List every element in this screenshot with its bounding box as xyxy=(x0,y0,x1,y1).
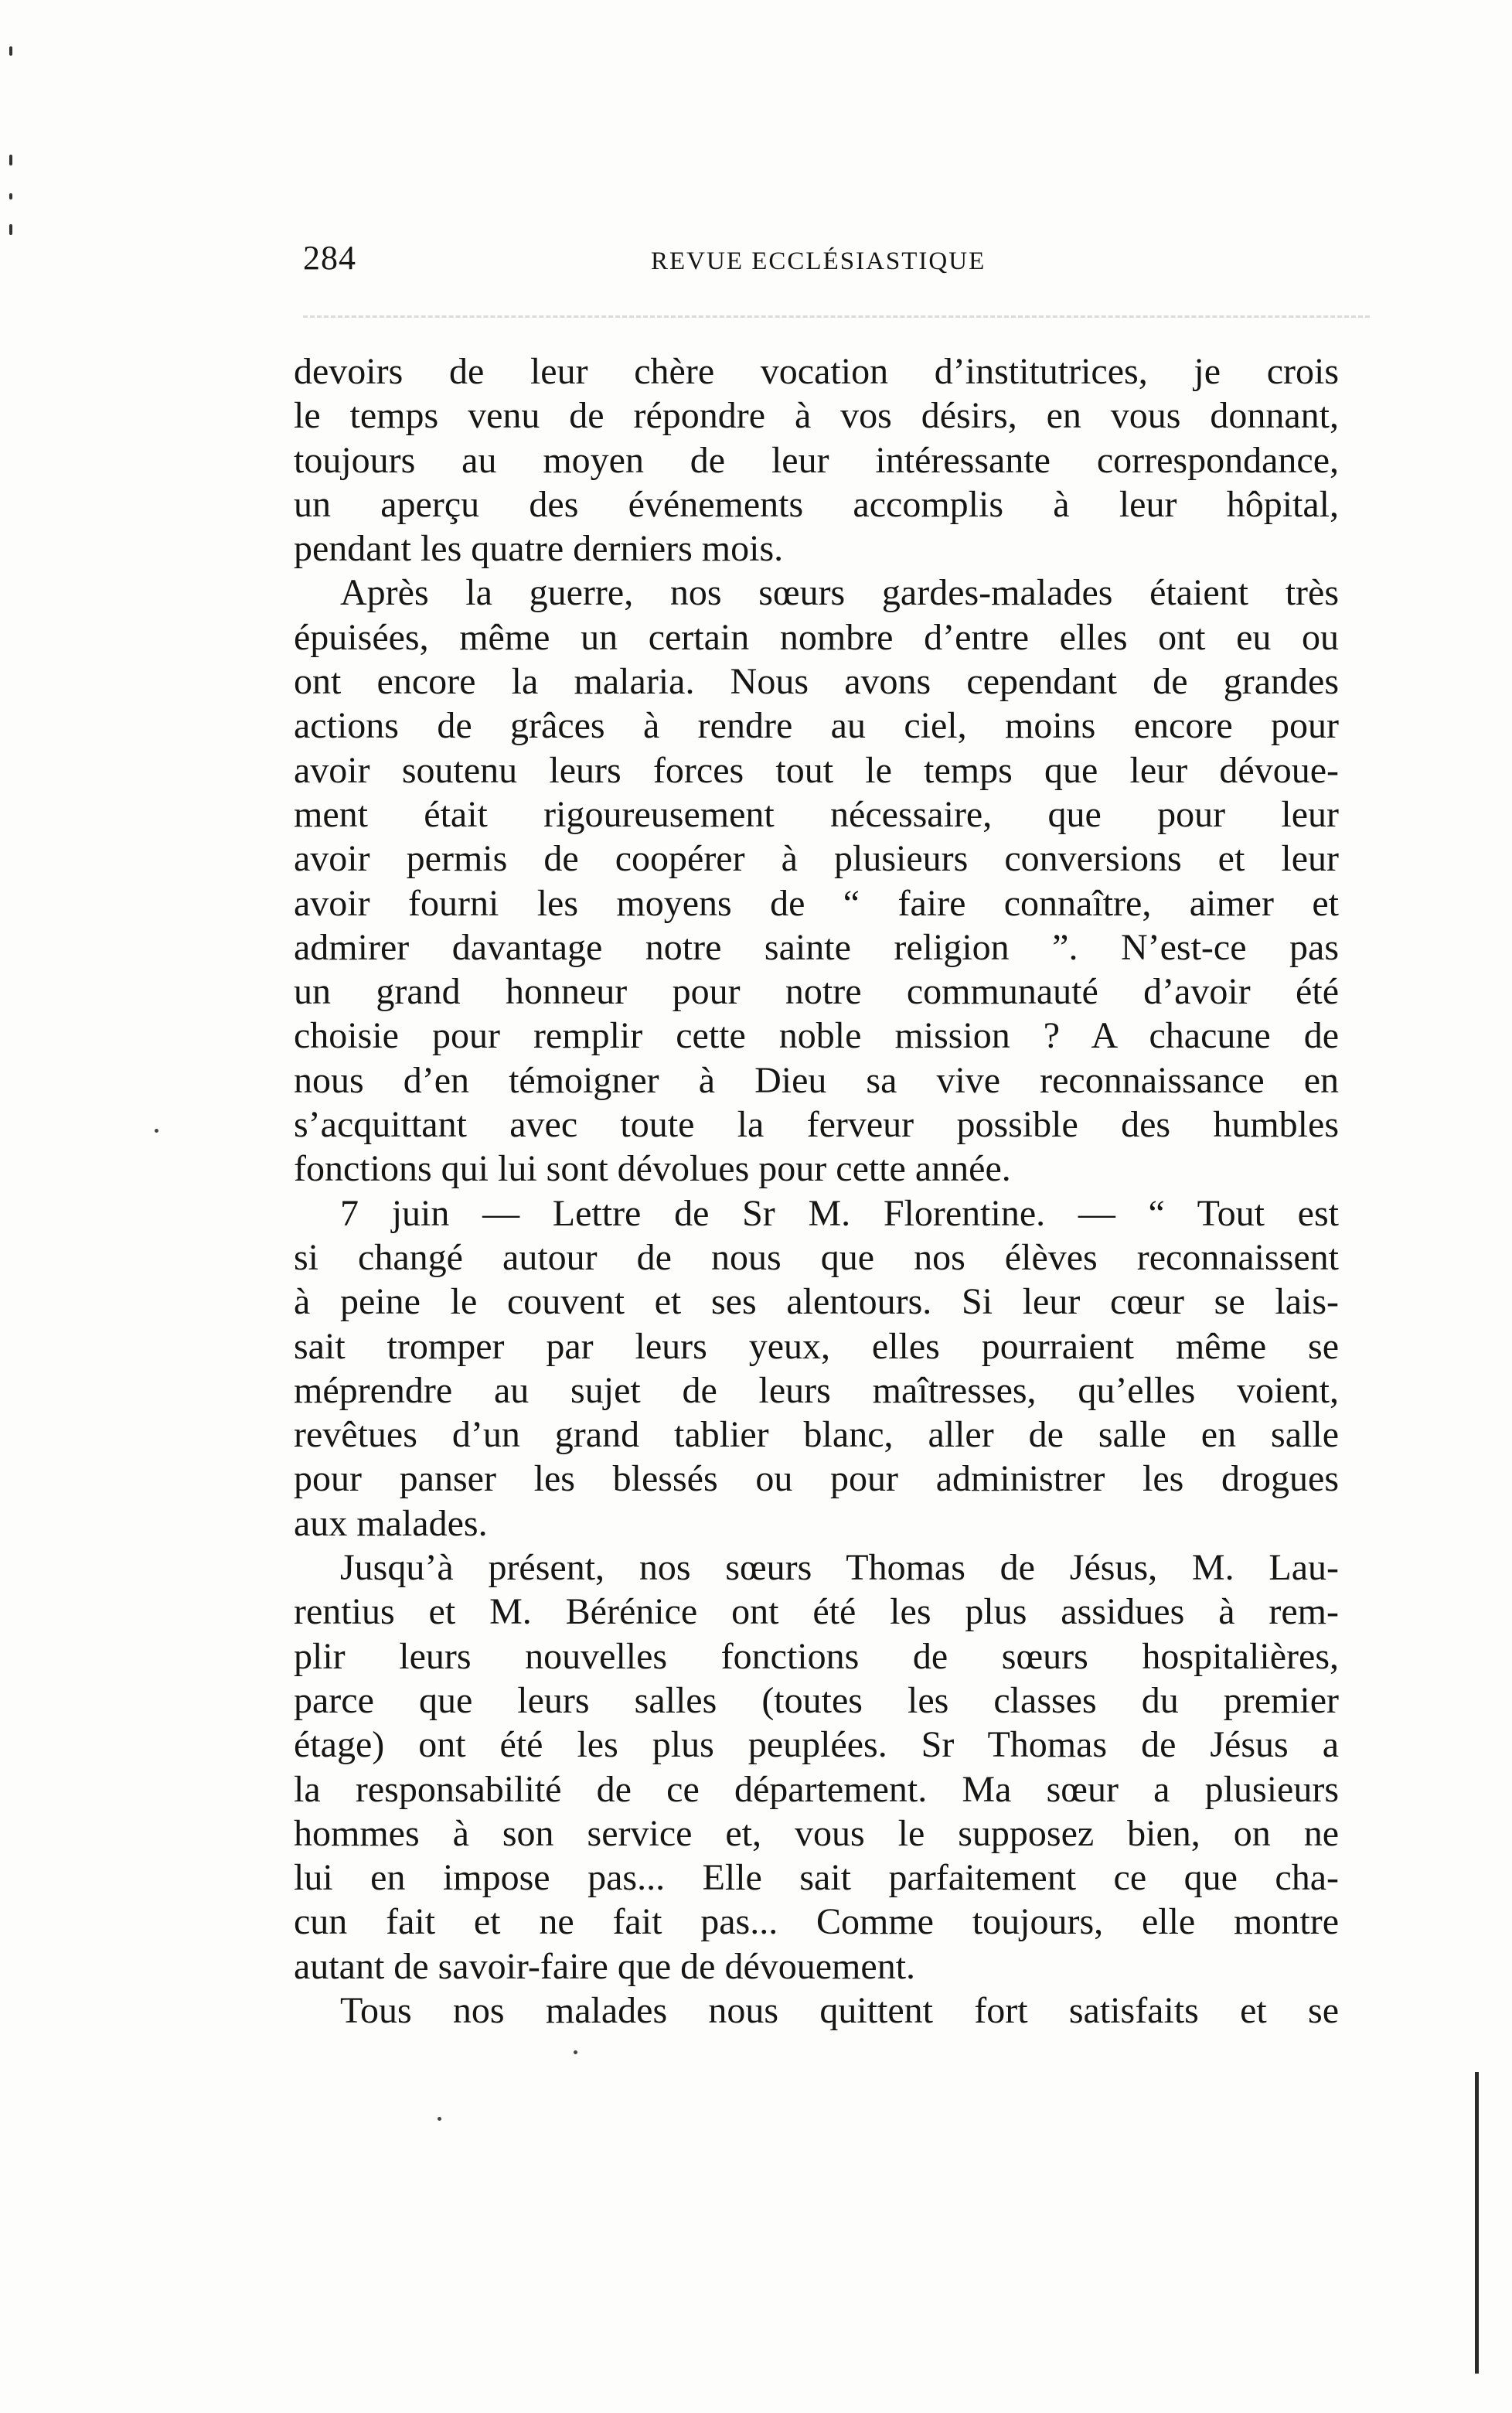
text-line: pendant les quatre derniers mois. xyxy=(294,528,784,570)
text-line: avoir soutenu leurs forces tout le temps que leur dévoue- xyxy=(294,749,1339,791)
text-line: autant de savoir-faire que de dévouement. xyxy=(294,1945,916,1987)
text-line: avoir fourni les moyens de “ faire connaître, aimer et xyxy=(294,882,1339,924)
text-line: parce que leurs salles (toutes les classes du premier xyxy=(294,1679,1339,1721)
text-line: s’acquittant avec toute la ferveur possible des humbles xyxy=(294,1104,1339,1146)
text-line: la responsabilité de ce département. Ma sœur a plusieurs xyxy=(294,1768,1339,1810)
running-head: REVUE ECCLÉSIASTIQUE xyxy=(651,247,986,275)
text-line: rentius et M. Bérénice ont été les plus assidues à rem- xyxy=(294,1591,1339,1633)
text-line: choisie pour remplir cette noble mission ? A chacune de xyxy=(294,1015,1339,1057)
text-line: pour panser les blessés ou pour administrer les drogues xyxy=(294,1458,1339,1500)
text-line: hommes à son service et, vous le supposez bien, on ne xyxy=(294,1812,1339,1854)
text-line: revêtues d’un grand tablier blanc, aller de salle en salle xyxy=(294,1414,1339,1456)
margin-tick xyxy=(9,155,12,165)
text-line: Jusqu’à présent, nos sœurs Thomas de Jésus, M. Lau- xyxy=(340,1547,1339,1589)
stray-mark xyxy=(574,2050,577,2054)
page-number: 284 xyxy=(303,239,356,277)
text-line: épuisées, même un certain nombre d’entre elles ont eu ou xyxy=(294,616,1339,658)
text-line: fonctions qui lui sont dévolues pour cette année. xyxy=(294,1148,1011,1190)
text-line: nous d’en témoigner à Dieu sa vive reconnaissance en xyxy=(294,1059,1339,1101)
text-line: ont encore la malaria. Nous avons cependant de grandes xyxy=(294,661,1339,703)
text-line: toujours au moyen de leur intéressante correspondance, xyxy=(294,439,1339,481)
text-line: le temps venu de répondre à vos désirs, en vous donnant, xyxy=(294,395,1339,437)
text-line: sait tromper par leurs yeux, elles pourraient même se xyxy=(294,1325,1339,1367)
paragraph xyxy=(294,1191,1339,1546)
text-line: 7 juin — Lettre de Sr M. Florentine. — “ Tout est xyxy=(340,1192,1339,1234)
paragraph xyxy=(294,349,1339,571)
stray-mark xyxy=(438,2117,441,2121)
margin-marks xyxy=(0,0,31,309)
text-line: un aperçu des événements accomplis à leur hôpital, xyxy=(294,483,1339,525)
text-line: à peine le couvent et ses alentours. Si leur cœur se lais- xyxy=(294,1281,1339,1323)
paragraph xyxy=(294,571,1339,1191)
text-line: méprendre au sujet de leurs maîtresses, qu’elles voient, xyxy=(294,1369,1339,1411)
text-line: un grand honneur pour notre communauté d’avoir été xyxy=(294,971,1339,1013)
body-text xyxy=(294,349,1339,2033)
text-line: ment était rigoureusement nécessaire, que pour leur xyxy=(294,793,1339,835)
text-line: Après la guerre, nos sœurs gardes-malades étaient très xyxy=(340,572,1339,614)
text-line: avoir permis de coopérer à plusieurs conversions et leur xyxy=(294,838,1339,880)
text-line: actions de grâces à rendre au ciel, moins encore pour xyxy=(294,705,1339,747)
text-line: Tous nos malades nous quittent fort satisfaits et se xyxy=(340,1989,1339,2031)
paragraph xyxy=(294,1546,1339,1989)
text-line: admirer davantage notre sainte religion ”. N’est-ce pas xyxy=(294,926,1339,968)
text-line: lui en impose pas... Elle sait parfaitement ce que cha- xyxy=(294,1857,1339,1899)
page-header xyxy=(303,232,1370,294)
text-line: étage) ont été les plus peuplées. Sr Thomas de Jésus a xyxy=(294,1724,1339,1766)
stray-mark xyxy=(155,1129,158,1133)
scan-edge xyxy=(1475,2072,1479,2374)
margin-tick xyxy=(9,193,12,199)
text-line: aux malades. xyxy=(294,1502,488,1544)
text-line: si changé autour de nous que nos élèves reconnaissent xyxy=(294,1236,1339,1278)
text-line: cun fait et ne fait pas... Comme toujours, elle montre xyxy=(294,1901,1339,1943)
text-line: devoirs de leur chère vocation d’institutrices, je crois xyxy=(294,351,1339,392)
paragraph xyxy=(294,1989,1339,2033)
text-line: plir leurs nouvelles fonctions de sœurs hospitalières, xyxy=(294,1635,1339,1677)
margin-tick xyxy=(9,46,12,56)
margin-tick xyxy=(9,224,12,235)
header-rule xyxy=(303,315,1370,320)
